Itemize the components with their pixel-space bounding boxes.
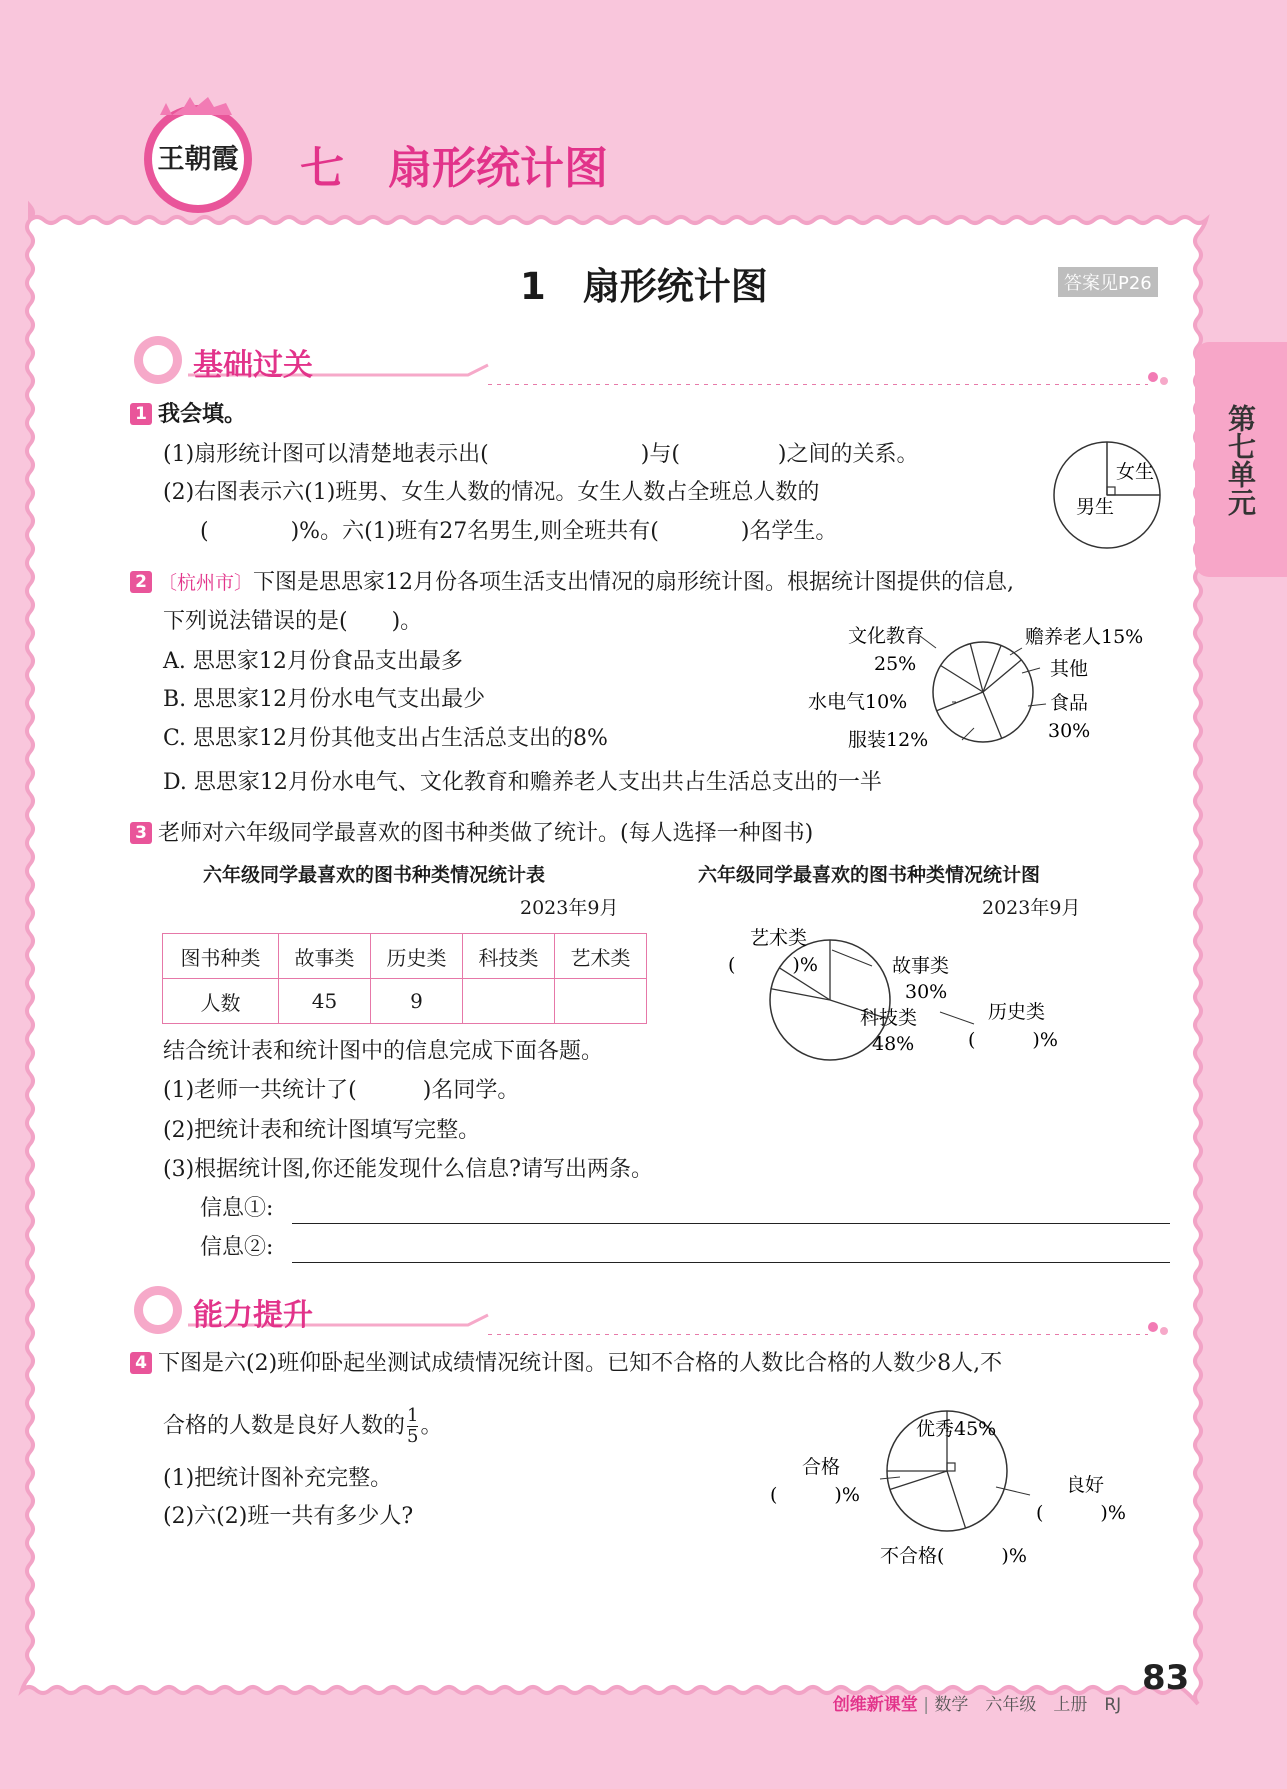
footer-brand: 创维新课堂 [832, 1695, 918, 1715]
book-stats-table [162, 933, 647, 1024]
fraction-numerator: 1 [407, 1405, 419, 1426]
q3-info1-label: 信息①: [200, 1196, 274, 1221]
pie-label-story: 故事类 [892, 955, 950, 977]
pie-label-tech-pct: 48% [872, 1033, 915, 1055]
q1-line2: (2)右图表示六(1)班男、女生人数的情况。女生人数占全班总人数的 [163, 480, 820, 505]
q3-text: 老师对六年级同学最喜欢的图书种类做了统计。(每人选择一种图书) [158, 821, 814, 846]
q2-line2: 下列说法错误的是( )。 [163, 609, 423, 634]
pie-label-pass-blank[interactable]: ( )% [770, 1484, 860, 1506]
q3-sub1: (1)老师一共统计了( )名同学。 [163, 1078, 520, 1103]
pie-label-food-pct: 30% [1048, 720, 1091, 742]
q3-number: 3 [130, 822, 152, 844]
table-header-cell: 艺术类 [555, 934, 647, 979]
pie-label-food: 食品 [1050, 692, 1089, 714]
q2-option-a[interactable]: A. 思思家12月份食品支出最多 [163, 649, 463, 674]
q2-line1 [130, 568, 1014, 598]
table-cell-blank[interactable] [463, 979, 555, 1024]
q2-text: 下图是思思家12月份各项生活支出情况的扇形统计图。根据统计图提供的信息, [253, 570, 1015, 595]
q1-text: )%。六(1)班有27名男生,则全班共有( [290, 519, 659, 544]
pie-label-pass: 合格 [802, 1456, 841, 1478]
pie-label-utility: 水电气10% [808, 691, 908, 713]
q1-text: ( [200, 519, 209, 544]
q1-text: (1)扇形统计图可以清楚地表示出( [163, 442, 489, 467]
pie-label-other: 其他 [1050, 658, 1089, 680]
q1-title: 我会填。 [158, 402, 247, 427]
pie-label-history-blank[interactable]: ( )% [968, 1029, 1058, 1051]
pie-label-history: 历史类 [988, 1001, 1046, 1023]
table-header-cell: 故事类 [279, 934, 371, 979]
leader-line [940, 1012, 974, 1024]
q3-info2-label: 信息②: [200, 1235, 274, 1260]
q2-option-b[interactable]: B. 思思家12月份水电气支出最少 [163, 687, 486, 712]
q3-table-date: 2023年9月 [520, 897, 619, 919]
pie-label-good-blank[interactable]: ( )% [1036, 1502, 1126, 1524]
fraction [407, 1406, 418, 1447]
mascot-icon [143, 345, 173, 375]
table-header-cell: 图书种类 [163, 934, 279, 979]
q2-option-c[interactable]: C. 思思家12月份其他支出占生活总支出的8% [163, 726, 608, 751]
pie-label-story-pct: 30% [905, 981, 948, 1003]
q2-option-d[interactable]: D. 思思家12月份水电气、文化教育和赡养老人支出共占生活总支出的一半 [163, 770, 882, 795]
q3-chart-date: 2023年9月 [982, 897, 1081, 919]
q3-info2-answer-line[interactable] [292, 1262, 1170, 1263]
pie-chart-books [720, 918, 1100, 1078]
side-tab [1195, 342, 1287, 577]
section-title-advanced: 能力提升 [193, 1298, 313, 1333]
q4-text: 下图是六(2)班仰卧起坐测试成绩情况统计图。已知不合格的人数比合格的人数少8人,不 [158, 1351, 1003, 1376]
q3-chart-title: 六年级同学最喜欢的图书种类情况统计图 [698, 864, 1041, 886]
table-cell: 45 [279, 979, 371, 1024]
q1-line3 [200, 517, 837, 547]
table-row-label: 人数 [163, 979, 279, 1024]
q1-heading [130, 400, 246, 430]
lesson-title: 1 扇形统计图 [520, 265, 768, 308]
q1-number: 1 [130, 403, 152, 425]
q1-line1 [163, 440, 919, 470]
q3-intro: 结合统计表和统计图中的信息完成下面各题。 [163, 1039, 604, 1064]
pie-label-clothes: 服装12% [848, 729, 929, 751]
table-header-cell: 历史类 [371, 934, 463, 979]
q4-text: 。 [420, 1413, 443, 1439]
pie-slices [933, 642, 1033, 742]
section-title-basic: 基础过关 [193, 348, 313, 383]
q4-line2 [163, 1406, 442, 1447]
pie-chart-expenses [800, 618, 1180, 758]
q1-text: )名学生。 [740, 519, 838, 544]
q1-text: )之间的关系。 [777, 442, 919, 467]
pie-label-art: 艺术类 [750, 927, 808, 949]
q2-number: 2 [130, 571, 152, 593]
q4-sub2: (2)六(2)班一共有多少人? [163, 1504, 414, 1529]
answer-ref-badge: 答案见P26 [1058, 267, 1158, 297]
page-number: 83 [1142, 1658, 1190, 1698]
chapter-title: 七 扇形统计图 [300, 143, 608, 194]
pie-label-art-blank[interactable]: ( )% [728, 954, 818, 976]
q3-sub2: (2)把统计表和统计图填写完整。 [163, 1118, 481, 1143]
q3-info1-answer-line[interactable] [292, 1223, 1170, 1224]
table-row [163, 979, 647, 1024]
pie-label-culture-pct: 25% [874, 653, 917, 675]
q4-text: 合格的人数是良好人数的 [163, 1413, 406, 1439]
table-header-row [163, 934, 647, 979]
pie-label-fail[interactable]: 不合格( )% [880, 1545, 1027, 1567]
logo-text: 王朝霞 [157, 144, 239, 175]
pie-label-excellent: 优秀45% [916, 1418, 997, 1440]
pie-label-good: 良好 [1066, 1474, 1105, 1496]
q4-line1 [130, 1349, 1002, 1379]
q3-line1 [130, 819, 813, 849]
table-header-cell: 科技类 [463, 934, 555, 979]
footer-divider: | [917, 1695, 935, 1715]
q1-text: )与( [640, 442, 680, 467]
footer-info: 数学 六年级 上册 RJ [934, 1695, 1122, 1715]
pie-label-boy: 男生 [1076, 496, 1115, 518]
footer [822, 1670, 1121, 1715]
q3-sub3: (3)根据统计图,你还能发现什么信息?请写出两条。 [163, 1157, 653, 1182]
pie-label-elder: 赡养老人15% [1025, 626, 1144, 648]
table-cell-blank[interactable] [555, 979, 647, 1024]
side-tab-label: 第七单元 [1224, 404, 1257, 516]
fraction-denominator: 5 [407, 1426, 419, 1447]
q4-number: 4 [130, 1352, 152, 1374]
pie-label-girl: 女生 [1116, 461, 1155, 483]
q2-source-tag: 〔杭州市〕 [158, 572, 254, 594]
pie-label-tech: 科技类 [860, 1007, 918, 1029]
table-cell: 9 [371, 979, 463, 1024]
pie-chart-situps [760, 1395, 1160, 1575]
mascot-icon [143, 1295, 173, 1325]
logo [138, 95, 258, 215]
pie-chart-gender [1050, 438, 1165, 553]
q4-sub1: (1)把统计图补充完整。 [163, 1466, 393, 1491]
q3-table-title: 六年级同学最喜欢的图书种类情况统计表 [203, 864, 546, 886]
pie-label-culture: 文化教育 [848, 625, 925, 647]
